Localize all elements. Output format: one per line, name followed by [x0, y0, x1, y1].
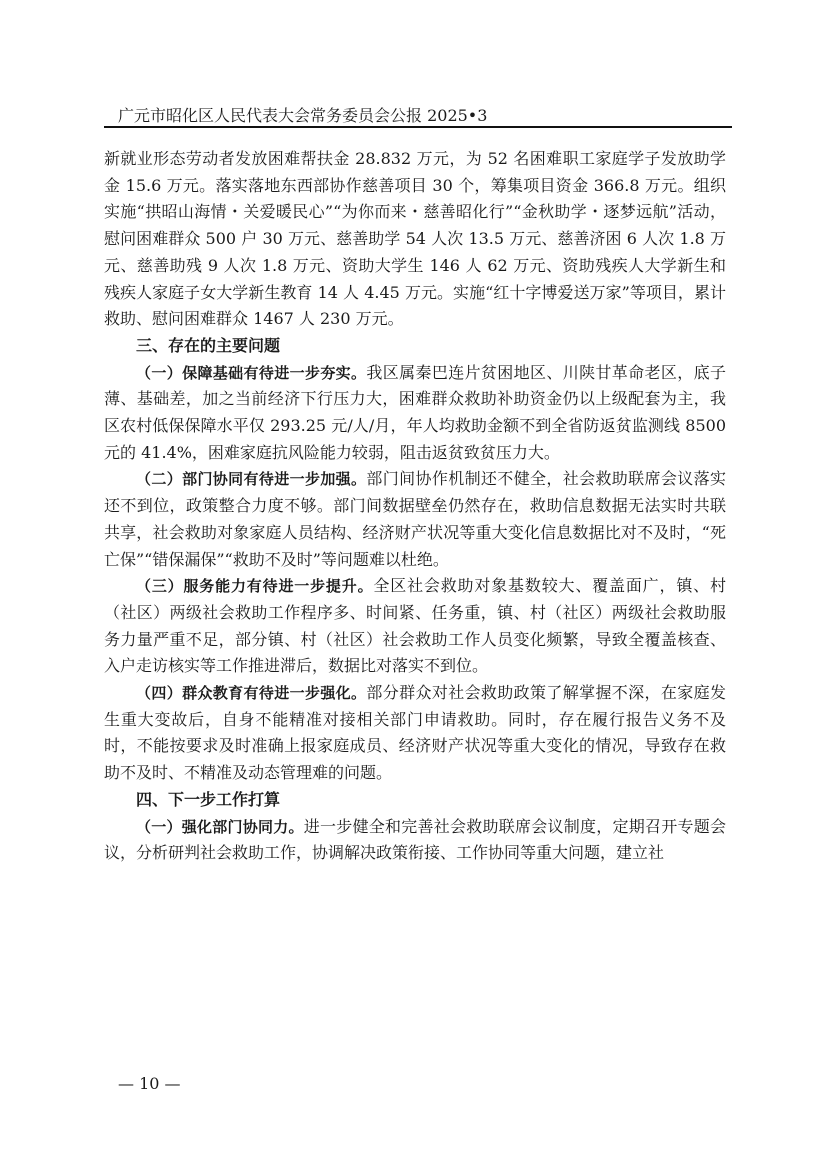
- paragraph-text: 我区属秦巴连片贫困地区、川陕甘革命老区，底子薄、基础差，加之当前经济下行压力大，困难群众救助补助资金仍以上级配套为主，我区农村低保保障水平仅 293.25 元/人/月，年人均救助金额不到全省防返贫监测线 8500 元的 41.4%，困难家庭抗风险能力较弱，阻击返贫致贫压力大。: [104, 362, 726, 462]
- paragraph-text: 部门间协作机制还不健全，社会救助联席会议落实还不到位，政策整合力度不够。部门间数据壁垒仍然存在，救助信息数据无法实时共联共享，社会救助对象家庭人员结构、经济财产状况等重大变化信息数据比对不及时，“死亡保”“错保漏保”“救助不及时”等问题难以杜绝。: [104, 469, 726, 569]
- document-body: [104, 146, 726, 867]
- paragraph-plan-1: [104, 814, 726, 867]
- paragraph-text: 全区社会救助对象基数较大、覆盖面广，镇、村（社区）两级社会救助工作程序多、时间紧、任务重，镇、村（社区）两级社会救助服务力量严重不足，部分镇、村（社区）社会救助工作人员变化频繁，导致全覆盖核查、入户走访核实等工作推进滞后，数据比对落实不到位。: [104, 576, 726, 676]
- paragraph-problem-4: [104, 680, 726, 787]
- page-number: — 10 —: [118, 1074, 181, 1093]
- paragraph-text: 进一步健全和完善社会救助联席会议制度，定期召开专题会议，分析研判社会救助工作，协调解决政策衔接、工作协同等重大问题，建立社: [104, 816, 726, 863]
- section-heading-next-steps: 四、下一步工作打算: [136, 789, 281, 809]
- section-heading-problems: 三、存在的主要问题: [136, 335, 281, 355]
- subheading: （一）保障基础有待进一步夯实。: [136, 363, 367, 382]
- paragraph-problem-2: [104, 466, 726, 573]
- header-divider: [104, 126, 732, 128]
- subheading: （一）强化部门协同力。: [136, 817, 304, 836]
- subheading: （二）部门协同有待进一步加强。: [136, 470, 367, 489]
- paragraph-text: 部分群众对社会救助政策了解掌握不深，在家庭发生重大变故后，自身不能精准对接相关部门申请救助。同时，存在履行报告义务不及时，不能按要求及时准确上报家庭成员、经济财产状况等重大变化的情况，导致存在救助不及时、不精准及动态管理难的问题。: [104, 683, 726, 783]
- paragraph-problem-3: [104, 573, 726, 680]
- bulletin-header: 广元市昭化区人民代表大会常务委员会公报 2025•3: [118, 106, 488, 125]
- paragraph-problem-1: [104, 360, 726, 467]
- paragraph-continued: 新就业形态劳动者发放困难帮扶金 28.832 万元，为 52 名困难职工家庭学子发放助学金 15.6 万元。落实落地东西部协作慈善项目 30 个，筹集项目资金 366.8 万元。组织实施“拱昭山海情・关爱暖民心”“为你而来・慈善昭化行”“金秋助学・逐梦远航”活动，慰问困难群众 500 户 30 万元、慈善助学 54 人次 13.5 万元、慈善济困 6 人次 1.8 万元、慈善助残 9 人次 1.8 万元、资助大学生 146 人 62 万元、资助残疾人大学新生和残疾人家庭子女大学新生教育 14 人 4.45 万元。实施“红十字博爱送万家”等项目，累计救助、慰问困难群众 1467 人 230 万元。: [104, 149, 726, 329]
- subheading: （三）服务能力有待进一步提升。: [136, 577, 374, 596]
- subheading: （四）群众教育有待进一步强化。: [136, 684, 367, 703]
